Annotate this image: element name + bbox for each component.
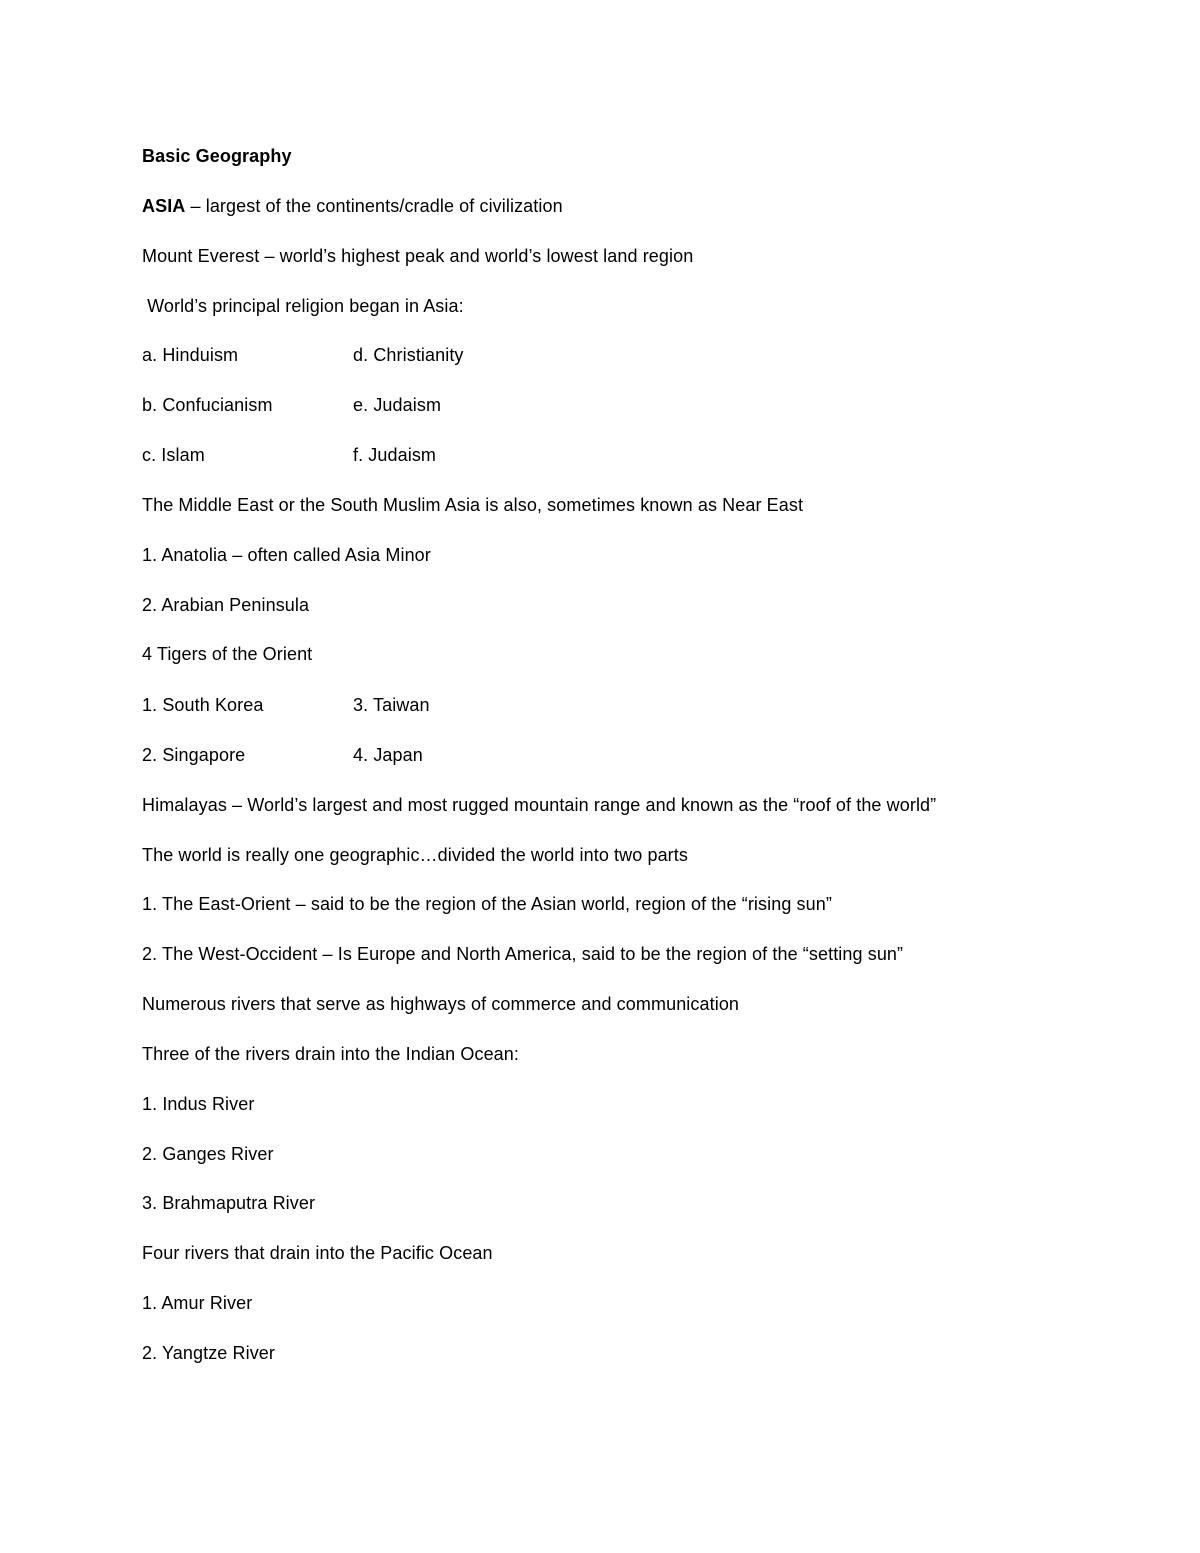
tigers-row — [142, 693, 430, 717]
west-occident-line: 2. The West-Occident – Is Europe and North America, said to be the region of the “setting sun” — [142, 944, 904, 964]
tigers-row — [142, 743, 423, 767]
east-orient-line: 1. The East-Orient – said to be the region of the Asian world, region of the “rising sun” — [142, 894, 832, 914]
tiger-item: 1. South Korea — [142, 695, 264, 715]
indian-ocean-intro: Three of the rivers drain into the Indian Ocean: — [142, 1044, 520, 1064]
religion-item: c. Islam — [142, 445, 205, 465]
rivers-intro: Numerous rivers that serve as highways of commerce and communication — [142, 994, 740, 1014]
himalayas-line: Himalayas – World’s largest and most rugged mountain range and known as the “roof of the world” — [142, 795, 937, 815]
asia-description: – largest of the continents/cradle of civilization — [185, 196, 563, 216]
indian-river-item: 1. Indus River — [142, 1094, 255, 1114]
world-geographic-line: The world is really one geographic…divided the world into two parts — [142, 845, 688, 865]
religion-row — [142, 443, 437, 467]
religion-item: f. Judaism — [353, 445, 437, 465]
middle-east-line: The Middle East or the South Muslim Asia is also, sometimes known as Near East — [142, 495, 804, 515]
indian-river-item: 2. Ganges River — [142, 1144, 274, 1164]
tiger-item: 4. Japan — [353, 745, 423, 765]
asia-line — [142, 194, 563, 218]
religion-item: b. Confucianism — [142, 395, 273, 415]
religion-row — [142, 343, 464, 367]
everest-line: Mount Everest – world’s highest peak and world’s lowest land region — [142, 246, 694, 266]
religion-intro: World’s principal religion began in Asia: — [142, 296, 464, 316]
religion-item: a. Hinduism — [142, 345, 239, 365]
religion-item: e. Judaism — [353, 395, 442, 415]
tigers-intro: 4 Tigers of the Orient — [142, 644, 313, 664]
tiger-item: 3. Taiwan — [353, 695, 430, 715]
arabian-line: 2. Arabian Peninsula — [142, 595, 310, 615]
document-title: Basic Geography — [142, 146, 292, 166]
pacific-ocean-intro: Four rivers that drain into the Pacific Ocean — [142, 1243, 493, 1263]
tiger-item: 2. Singapore — [142, 745, 246, 765]
religion-item: d. Christianity — [353, 345, 464, 365]
pacific-river-item: 2. Yangtze River — [142, 1343, 276, 1363]
pacific-river-item: 1. Amur River — [142, 1293, 253, 1313]
religion-row — [142, 393, 442, 417]
asia-label: ASIA — [142, 196, 186, 216]
anatolia-line: 1. Anatolia – often called Asia Minor — [142, 545, 431, 565]
indian-river-item: 3. Brahmaputra River — [142, 1193, 316, 1213]
